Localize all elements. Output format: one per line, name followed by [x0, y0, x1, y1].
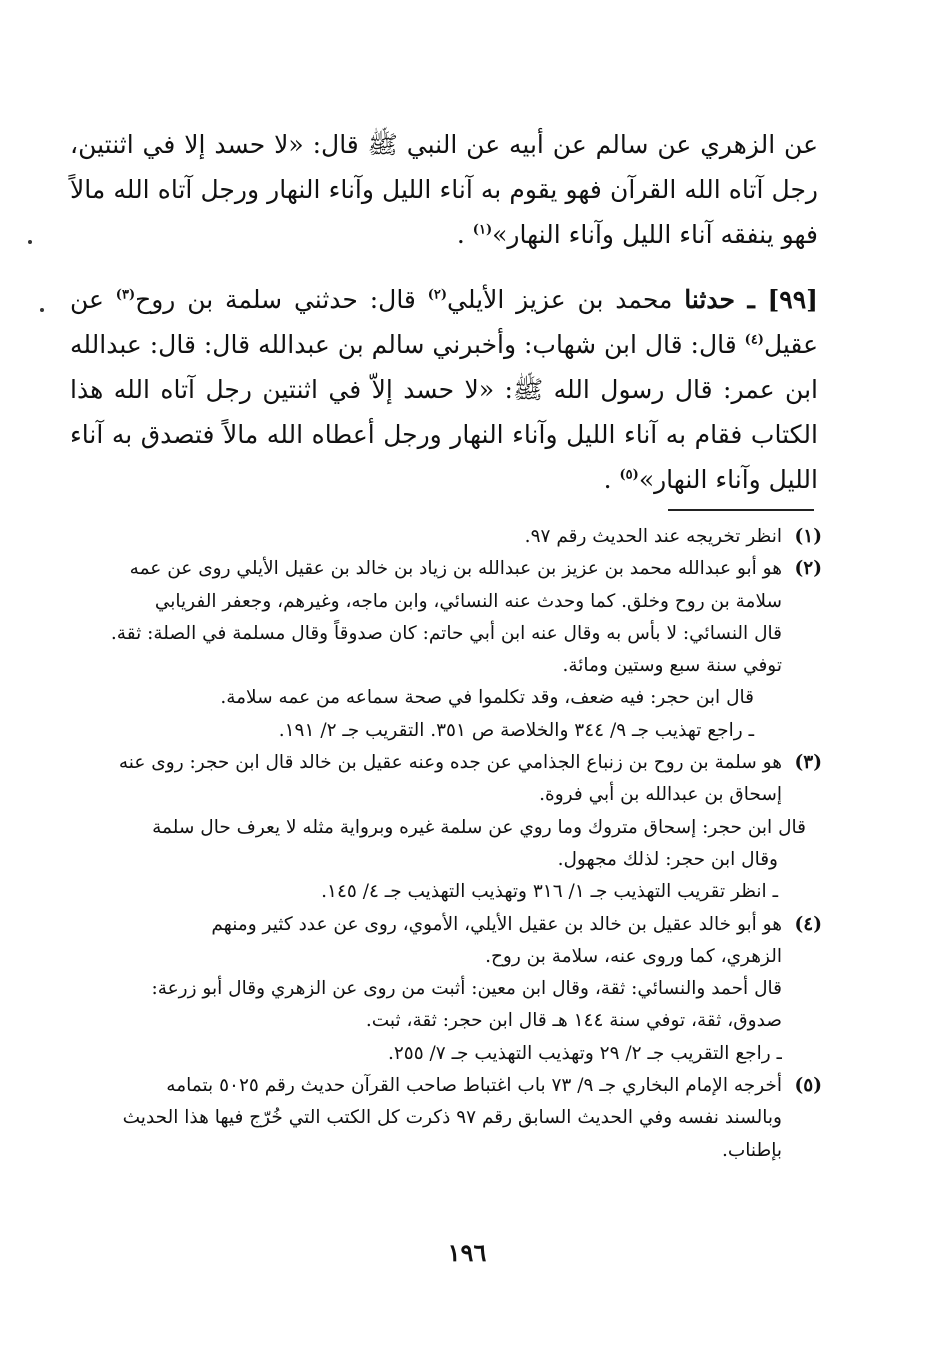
footnote-number: (٢)	[794, 558, 822, 580]
footnote-line: وقال ابن حجر: لذلك مجهول.	[557, 848, 778, 870]
page-number: ١٩٦	[447, 1238, 487, 1267]
footnote-line: إسحاق بن عبدالله بن أبي فروة.	[539, 784, 782, 806]
footnote-line: قال ابن حجر: إسحاق متروك وما روي عن سلمة غيره وبرواية مثله لا يعرف حال سلمة	[152, 816, 806, 838]
footnote-ref-4: (٤)	[744, 332, 764, 348]
footnote-line: بإطناب.	[721, 1139, 782, 1161]
narrator-1: محمد بن عزيز الأيلي	[447, 285, 685, 314]
footnote-3	[70, 747, 822, 812]
footnote-separator	[668, 509, 814, 511]
footnote-line: صدوق، ثقة، توفي سنة ١٤٤ هـ قال ابن حجر: ثقة، ثبت.	[365, 1010, 782, 1032]
end-punct: .	[603, 465, 620, 494]
end-punct: .	[456, 220, 473, 249]
footnote-line: قال ابن حجر: فيه ضعف، وقد تكلموا في صحة سماعه من عمه سلامة.	[220, 687, 754, 709]
footnote-line: توفي سنة سبع وستين ومائة.	[562, 655, 782, 677]
narrator-3: عن عقيل	[70, 285, 818, 359]
text-line: الليل وآناء النهار»	[492, 220, 672, 249]
footnote-4	[70, 909, 822, 974]
footnote-line: هو سلمة بن روح بن زنباع الجذامي عن جده وعنه عقيل بن خالد قال ابن حجر: روى عنه	[118, 752, 782, 774]
hadith-number: [٩٩] ـ حدثنا	[684, 285, 818, 314]
footnote-1	[70, 521, 822, 553]
footnote-ref-3: (٣)	[115, 287, 136, 303]
footnotes	[70, 521, 822, 1167]
hadith-99-text	[70, 277, 818, 502]
footnote-line: هو أبو عبدالله محمد بن عزيز بن عبدالله بن زياد بن خالد بن عقيل الأيلي روى عن عمه	[129, 558, 782, 580]
footnote-number: (٣)	[794, 752, 822, 774]
footnote-line: وبالسند نفسه وفي الحديث السابق رقم ٩٧ ذكرت كل الكتب التي خُرّج فيها هذا الحديث	[122, 1107, 782, 1129]
footnote-line: ـ راجع تهذيب جـ ٩/ ٣٤٤ والخلاصة ص ٣٥١. التقريب جـ ٢/ ١٩١.	[278, 719, 754, 741]
footnote-line: ـ راجع التقريب جـ ٢/ ٢٩ وتهذيب التهذيب جـ ٧/ ٢٥٥.	[387, 1042, 782, 1064]
footnote-number: (٥)	[794, 1075, 822, 1097]
footnote-line: هو أبو خالد عقيل بن خالد بن عقيل الأيلي، الأموي، روى عن عدد كثير ومنهم	[211, 913, 782, 935]
footnote-4-continued	[70, 973, 822, 1070]
footnote-ref-2: (٢)	[427, 287, 448, 303]
hadith-body: قال: قال ابن شهاب: وأخبرني سالم بن عبدالله قال: قال: عبدالله ابن عمر: قال رسول الله ﷺ: «لا حسد إلاّ في اثنتين رجل آتاه الله هذا الكتاب فقام به آناء الليل وآناء النهار ورجل أعطاه الله مالاً فتصدق به آناء الليل وآناء النهار»	[69, 330, 818, 494]
footnote-3-continued	[70, 812, 822, 909]
footnote-line: الزهري، كما وروى عنه، سلامة بن روح.	[485, 945, 782, 967]
scan-speck	[40, 308, 44, 312]
footnote-line: سلامة بن روح وخلق. كما وحدث عنه النسائي، وابن ماجه، وغيرهم، وجعفر الفريابي	[154, 590, 782, 612]
footnote-2	[70, 553, 822, 747]
footnote-ref-5: (٥)	[619, 467, 639, 483]
footnote-line: ـ انظر تقريب التهذيب جـ ١/ ٣١٦ وتهذيب التهذيب جـ ٤/ ١٤٥.	[321, 881, 778, 903]
text-line: آتاه الله القرآن فهو يقوم به آناء الليل وآناء النهار ورجل آتاه الله مالاً فهو ينفقه آناء	[70, 175, 818, 249]
narrator-2: قال: حدثني سلمة بن روح	[135, 285, 428, 314]
text-line: عن الزهري عن سالم عن أبيه عن النبي ﷺ قال: «لا حسد إلا في اثنتين، رجل	[70, 130, 818, 204]
footnote-line: انظر تخريجه عند الحديث رقم ٩٧.	[524, 526, 782, 547]
footnote-line: أخرجه الإمام البخاري جـ ٩/ ٧٣ باب اغتباط صاحب القرآن حديث رقم ٥٠٢٥ بتمامه	[166, 1075, 782, 1097]
scan-speck	[28, 240, 32, 244]
footnote-line: قال النسائي: لا بأس به وقال عنه ابن أبي حاتم: كان صدوقاً وقال مسلمة في الصلة: ثقة.	[110, 622, 782, 644]
footnote-5	[70, 1070, 822, 1167]
footnote-ref-1: (١)	[472, 222, 493, 238]
main-text	[70, 122, 818, 502]
hadith-98-text	[70, 122, 818, 257]
footnote-number: (٤)	[794, 913, 822, 935]
footnote-number: (١)	[794, 526, 822, 547]
footnote-line: قال أحمد والنسائي: ثقة، وقال ابن معين: أثبت من روى عن الزهري وقال أبو زرعة:	[151, 978, 782, 1000]
